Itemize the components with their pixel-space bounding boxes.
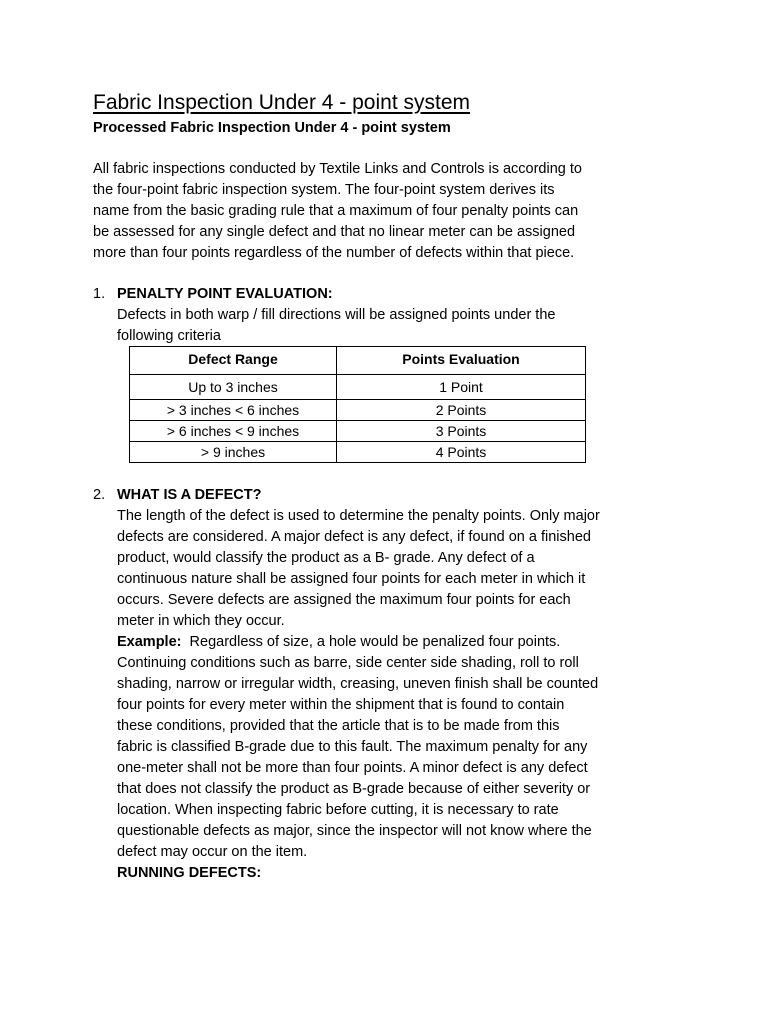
example-line: [117, 632, 600, 653]
table-cell-defect-range: > 6 inches < 9 inches: [130, 421, 337, 442]
section-2-heading: WHAT IS A DEFECT?: [117, 487, 262, 503]
section-2-body: [117, 506, 600, 884]
section-1-body: [117, 305, 555, 347]
table-row: [130, 375, 586, 400]
section-2-line: questionable defects as major, since the inspector will not know where the: [117, 823, 592, 839]
section-2-line: Continuing conditions such as barre, side center side shading, roll to roll: [117, 655, 579, 671]
section-2-line: that does not classify the product as B-grade because of either severity or: [117, 781, 591, 797]
section-2-line: defect may occur on the item.: [117, 844, 308, 860]
penalty-points-table: [129, 346, 586, 463]
table-cell-points: 2 Points: [337, 400, 586, 421]
section-2-number: 2.: [93, 487, 106, 503]
section-2-line: The length of the defect is used to determine the penalty points. Only major: [117, 508, 600, 524]
table-row: [130, 421, 586, 442]
table-cell-points: 1 Point: [337, 375, 586, 400]
section-1-body-line: following criteria: [117, 328, 221, 344]
section-1-body-line: Defects in both warp / fill directions will be assigned points under the: [117, 307, 556, 323]
table-header-points-evaluation: Points Evaluation: [337, 347, 586, 375]
table-cell-points: 4 Points: [337, 442, 586, 463]
document-title: Fabric Inspection Under 4 - point system: [93, 91, 470, 114]
section-1-number: 1.: [93, 286, 106, 302]
table-header-defect-range: Defect Range: [130, 347, 337, 375]
example-colon: :: [176, 634, 182, 650]
section-2-line: these conditions, provided that the article that is to be made from this: [117, 718, 560, 734]
section-2-line: location. When inspecting fabric before cutting, it is necessary to rate: [117, 802, 559, 818]
section-2-line: occurs. Severe defects are assigned the maximum four points for each: [117, 592, 571, 608]
section-2-line: meter in which they occur.: [117, 613, 285, 629]
section-2-line: continuous nature shall be assigned four points for each meter in which it: [117, 571, 586, 587]
intro-line: name from the basic grading rule that a maximum of four penalty points can: [93, 203, 579, 219]
section-2-line: product, would classify the product as a B- grade. Any defect of a: [117, 550, 535, 566]
section-2-line: defects are considered. A major defect is any defect, if found on a finished: [117, 529, 591, 545]
table-cell-defect-range: > 3 inches < 6 inches: [130, 400, 337, 421]
intro-line: All fabric inspections conducted by Textile Links and Controls is according to: [93, 161, 582, 177]
document-subtitle: Processed Fabric Inspection Under 4 - point system: [93, 120, 451, 136]
table-row: [130, 400, 586, 421]
table-header-row: [130, 347, 586, 375]
intro-line: more than four points regardless of the number of defects within that piece.: [93, 245, 575, 261]
example-text: Regardless of size, a hole would be penalized four points.: [181, 634, 561, 650]
table-cell-points: 3 Points: [337, 421, 586, 442]
example-label: Example: [117, 634, 177, 650]
table-row: [130, 442, 586, 463]
intro-line: the four-point fabric inspection system. The four-point system derives its: [93, 182, 555, 198]
running-defects-heading: RUNNING DEFECTS:: [117, 865, 262, 881]
section-2-line: four points for every meter within the shipment that is found to contain: [117, 697, 565, 713]
intro-line: be assessed for any single defect and that no linear meter can be assigned: [93, 224, 576, 240]
section-2-line: one-meter shall not be more than four points. A minor defect is any defect: [117, 760, 588, 776]
section-1-heading: PENALTY POINT EVALUATION:: [117, 286, 333, 302]
table-cell-defect-range: > 9 inches: [130, 442, 337, 463]
section-2-line: fabric is classified B-grade due to this fault. The maximum penalty for any: [117, 739, 588, 755]
section-2-line: shading, narrow or irregular width, creasing, uneven finish shall be counted: [117, 676, 599, 692]
intro-paragraph: [93, 159, 693, 264]
table-cell-defect-range: Up to 3 inches: [130, 375, 337, 400]
